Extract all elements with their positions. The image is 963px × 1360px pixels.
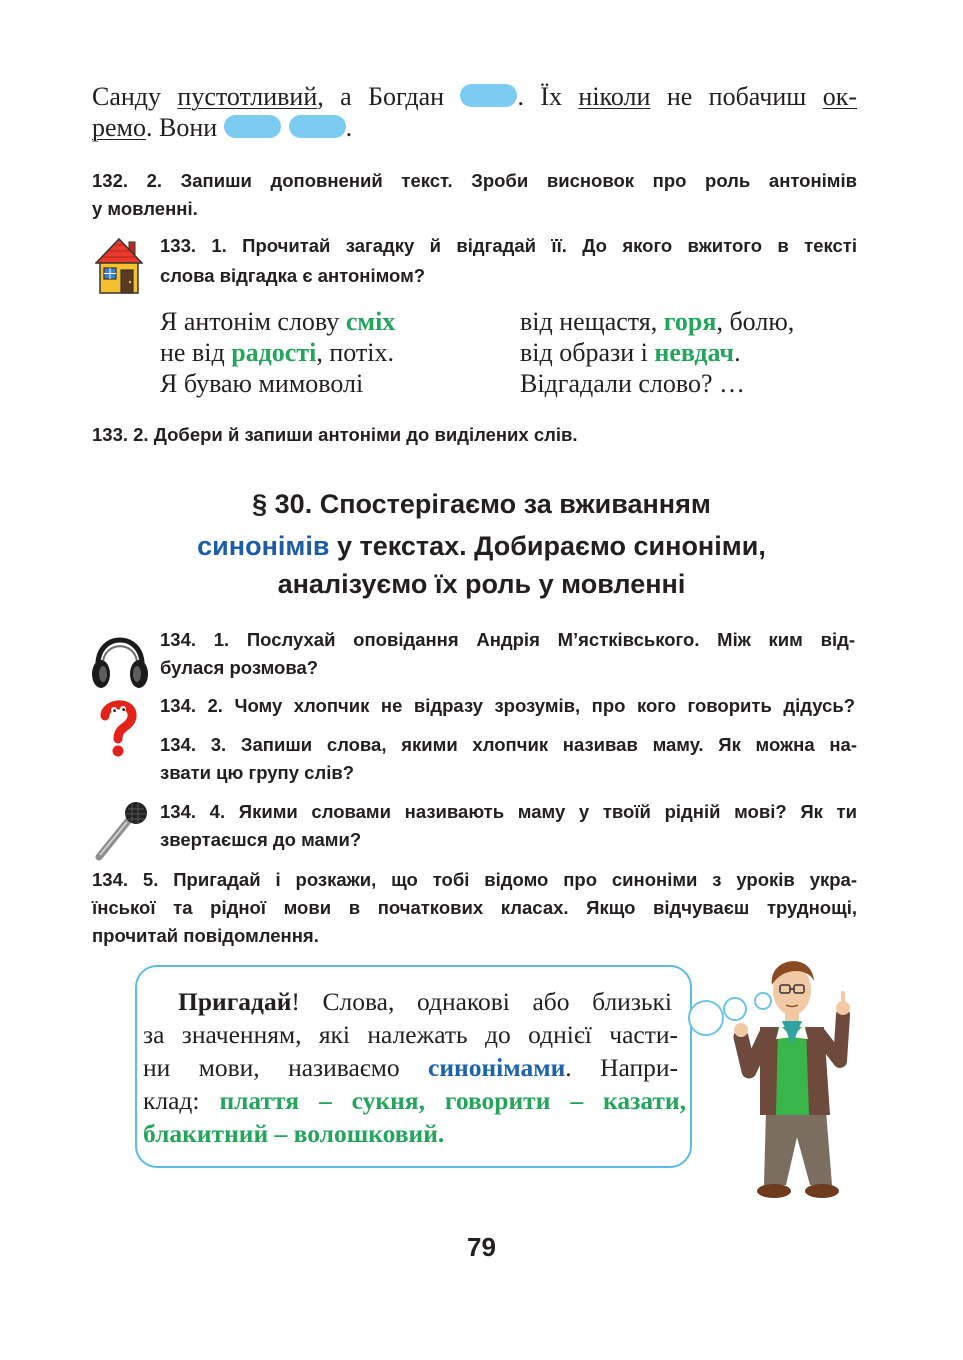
riddle-left-line-1 (160, 306, 395, 337)
reminder-line-4 (143, 1084, 686, 1117)
highlighted-word: горя (663, 307, 717, 336)
section-heading-line-1: § 30. Спостерігаємо за вживанням (252, 489, 711, 519)
riddle-text: від образи і (520, 338, 655, 367)
riddle-right-line-2 (520, 337, 741, 368)
heading-text: у текстах. Добираємо синоніми, (329, 531, 766, 561)
teacher-figure (734, 961, 850, 1198)
task-132-2-line-2: у мовленні. (92, 198, 198, 219)
reminder-text: ! Слова, однакові або близькі (291, 987, 672, 1016)
underlined-word: ремо (92, 113, 146, 142)
house-icon (95, 237, 143, 295)
task-134-4-line-2: звертаєшся до мами? (160, 829, 362, 850)
heading-keyword: синонімів (197, 531, 330, 561)
riddle-right-line-1 (520, 306, 794, 337)
microphone-icon (93, 800, 151, 862)
intro-text: . Їх (517, 82, 579, 111)
underlined-word: ок- (822, 82, 857, 111)
section-heading-line-3: аналізуємо їх роль у мовленні (277, 569, 686, 599)
thought-bubbles (689, 993, 771, 1035)
task-134-5-line-3: прочитай повідомлення. (92, 925, 319, 946)
task-133-1-line-1: 133. 1. Прочитай загадку й відгадай її. До якого вжитого в тексті (160, 235, 857, 256)
blank-pill (289, 115, 346, 138)
reminder-line-5: блакитний – волошковий. (143, 1119, 445, 1148)
highlighted-word: невдач (654, 338, 735, 367)
intro-text: , а Богдан (317, 82, 461, 111)
intro-text: . (345, 113, 353, 142)
highlighted-word: сміх (345, 307, 396, 336)
intro-text: Санду (92, 82, 178, 111)
reminder-line-2: за значенням, які належать до однієї части- (143, 1020, 678, 1049)
blank-pill (460, 84, 517, 107)
task-134-5-line-2: їнської та рідної мови в початкових класах. Якщо відчуваєш труднощі, (92, 897, 857, 918)
task-134-4-line-1: 134. 4. Якими словами називають маму у твоїй рідній мові? Як ти (160, 801, 857, 822)
example-synonyms: плаття – сукня, говорити – казати, (219, 1086, 686, 1115)
task-134-1-line-1: 134. 1. Послухай оповідання Андрія М’ястківського. Між ким від- (160, 629, 855, 650)
reminder-text: . Напри- (565, 1053, 679, 1082)
riddle-text: , потіх. (316, 338, 395, 367)
riddle-text: . (734, 338, 741, 367)
highlighted-term: синонімами (428, 1053, 566, 1082)
riddle-text: від нещастя, (520, 307, 664, 336)
task-134-3-line-2: звати цю групу слів? (160, 762, 355, 783)
reminder-line-1 (178, 985, 672, 1018)
riddle-text: Я антонім слову (160, 307, 346, 336)
task-132-2-line-1: 132. 2. Запиши доповнений текст. Зроби висновок про роль антонімів (92, 170, 857, 191)
headphones-icon (90, 625, 150, 690)
section-heading-line-2 (0, 526, 963, 566)
task-134-3-line-1: 134. 3. Запиши слова, якими хлопчик називав маму. Як можна на- (160, 734, 857, 755)
riddle-left-line-3: Я буваю мимоволі (160, 369, 364, 398)
intro-line-2 (92, 112, 352, 143)
riddle-right-line-3: Відгадали слово? … (520, 369, 746, 398)
underlined-word: пустотливий (177, 82, 318, 111)
riddle-text: , болю, (716, 307, 795, 336)
page-number: 79 (467, 1232, 496, 1262)
task-134-1-line-2: булася розмова? (160, 657, 319, 678)
intro-line-1 (92, 81, 857, 112)
task-134-2-line-1: 134. 2. Чому хлопчик не відразу зрозумів, про кого говорить дідусь? (160, 695, 855, 716)
highlighted-word: радості (231, 338, 317, 367)
intro-text: . Вони (146, 113, 224, 142)
reminder-keyword: Пригадай (178, 987, 292, 1016)
task-133-1-line-2: слова відгадка є антонімом? (160, 265, 426, 286)
reminder-text: клад: (143, 1086, 220, 1115)
underlined-word: ніколи (578, 82, 651, 111)
task-134-5-line-1: 134. 5. Пригадай і розкажи, що тобі відомо про синоніми з уроків укра- (92, 869, 857, 890)
riddle-left-line-2 (160, 337, 394, 368)
riddle-text: не від (160, 338, 232, 367)
task-133-2: 133. 2. Добери й запиши антоніми до виділених слів. (92, 424, 578, 445)
question-mark-icon (96, 698, 141, 758)
reminder-line-3 (143, 1051, 678, 1084)
blank-pill (224, 115, 281, 138)
reminder-text: ни мови, називаємо (143, 1053, 429, 1082)
intro-text: не побачиш (650, 82, 823, 111)
teacher-icon (680, 945, 880, 1210)
